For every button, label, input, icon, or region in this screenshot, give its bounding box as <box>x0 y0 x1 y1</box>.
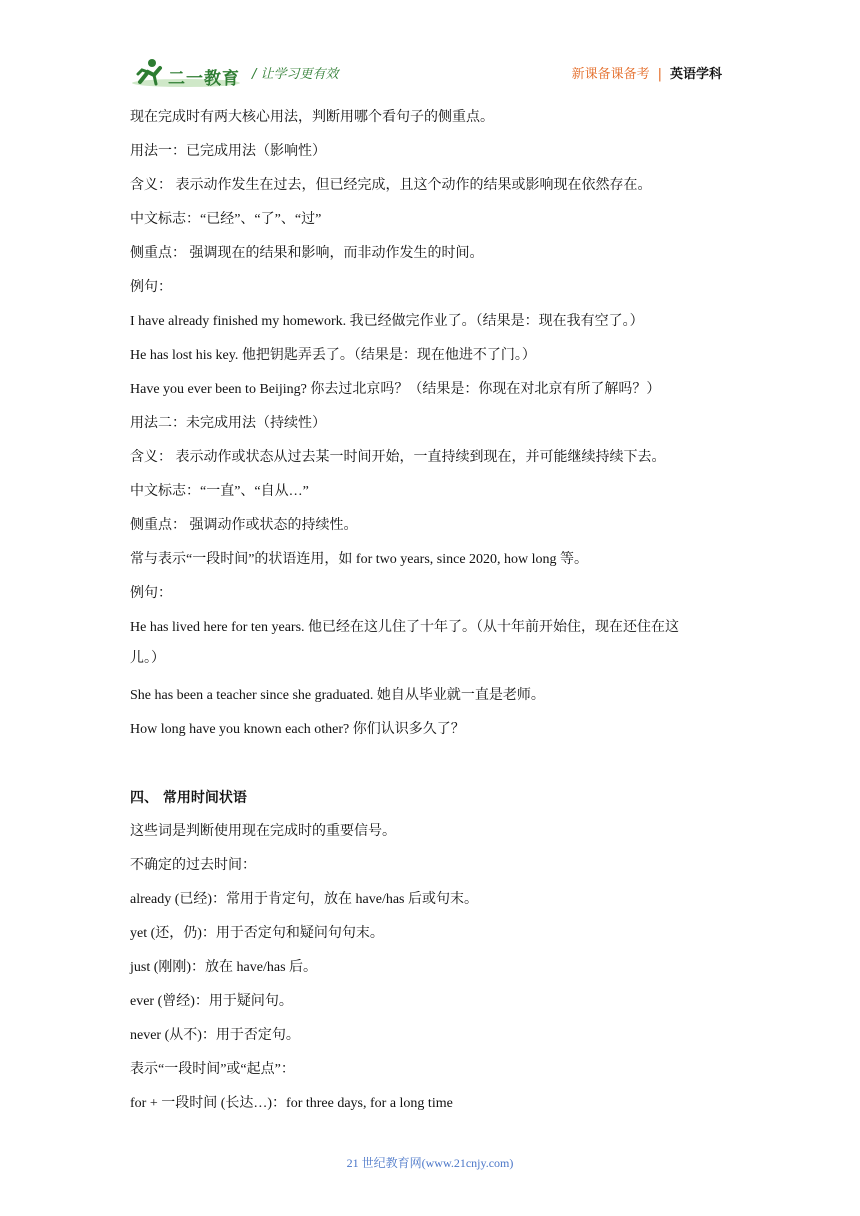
body-line: 侧重点： 强调动作或状态的持续性。 <box>130 518 358 533</box>
body-line: 现在完成时有两大核心用法，判断用哪个看句子的侧重点。 <box>130 110 494 125</box>
logo-text: 二一教育 <box>168 69 240 89</box>
body-line: 用法二：未完成用法（持续性） <box>130 416 326 431</box>
section-title: 四、 常用时间状语 <box>130 790 247 806</box>
body-line: 表示“一段时间”或“起点”： <box>130 1062 295 1077</box>
page-header <box>130 52 730 92</box>
body-line: 中文标志：“一直”、“自从…” <box>130 484 309 499</box>
body-line: 例句： <box>130 280 172 295</box>
page-footer: 21 世纪教育网(www.21cnjy.com) <box>346 1156 514 1170</box>
example-sentence: I have already finished my homework. 我已经做完作业了。（结果是：现在我有空了。） <box>130 314 644 329</box>
body-line: 不确定的过去时间： <box>130 858 256 873</box>
body-line: 例句： <box>130 586 172 601</box>
body-line: 这些词是判断使用现在完成时的重要信号。 <box>130 824 396 839</box>
body-line: for + 一段时间 (长达…)：for three days, for a long time <box>130 1096 453 1111</box>
example-sentence: Have you ever been to Beijing? 你去过北京吗？（结果是：你现在对北京有所了解吗？） <box>130 382 661 397</box>
body-line: 含义： 表示动作发生在过去，但已经完成，且这个动作的结果或影响现在依然存在。 <box>130 178 652 193</box>
header-right <box>572 63 722 82</box>
header-course-label: 新课备课备考 <box>571 67 650 82</box>
example-sentence: How long have you known each other? 你们认识多久了？ <box>130 722 465 737</box>
body-line: 侧重点： 强调现在的结果和影响，而非动作发生的时间。 <box>130 246 484 261</box>
example-sentence: He has lost his key. 他把钥匙弄丢了。（结果是：现在他进不了门。） <box>130 348 536 363</box>
body-line: 用法一：已完成用法（影响性） <box>130 144 326 159</box>
header-subject: 英语学科 <box>669 67 722 82</box>
body-line: ever (曾经)：用于疑问句。 <box>130 994 293 1009</box>
logo <box>130 56 248 90</box>
example-sentence: She has been a teacher since she graduated. 她自从毕业就一直是老师。 <box>130 688 545 703</box>
body-line: 含义： 表示动作或状态从过去某一时间开始，一直持续到现在，并可能继续持续下去。 <box>130 450 666 465</box>
body-line: 常与表示“一段时间”的状语连用，如 for two years, since 2020, how long 等。 <box>130 552 589 567</box>
example-sentence-continued: 儿。） <box>130 651 165 666</box>
body-line: yet (还，仍)：用于否定句和疑问句句末。 <box>130 926 384 941</box>
slogan: / 让学习更有效 <box>252 67 339 82</box>
body-line: already (已经)：常用于肯定句，放在 have/has 后或句末。 <box>130 892 478 907</box>
body-line: 中文标志：“已经”、“了”、“过” <box>130 212 322 227</box>
body-line: never (从不)：用于否定句。 <box>130 1028 300 1043</box>
example-sentence: He has lived here for ten years. 他已经在这儿住了十年了。（从十年前开始住，现在还住在这 <box>130 620 680 635</box>
body-line: just (刚刚)：放在 have/has 后。 <box>130 960 318 975</box>
header-separator: | <box>657 67 662 82</box>
